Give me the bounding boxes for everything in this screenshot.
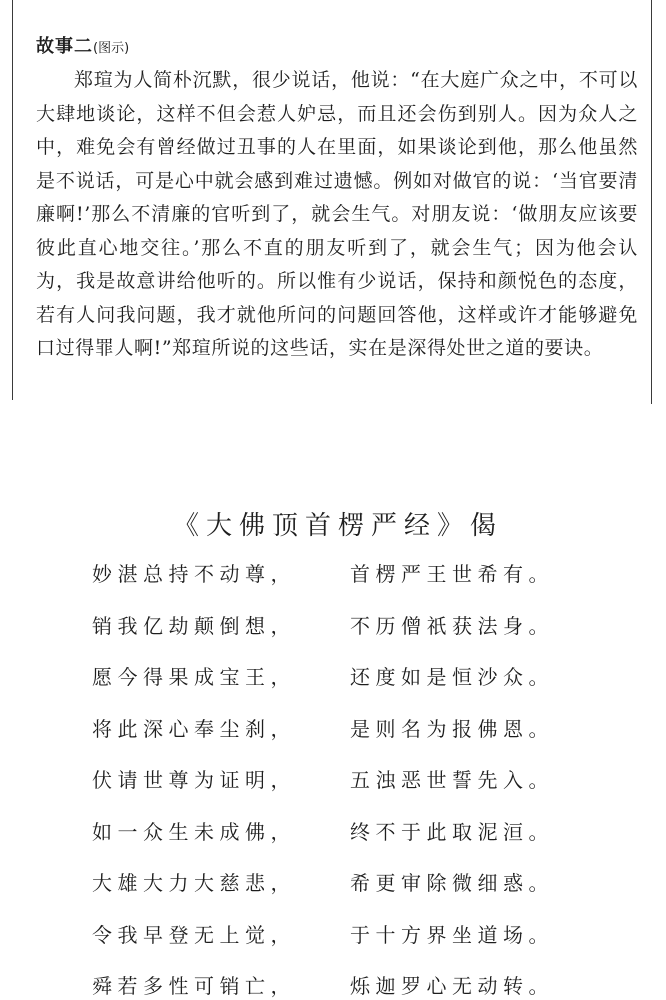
story-heading [36, 34, 638, 64]
verse-line-second-half: 烁迦罗心无动转。 [350, 974, 554, 998]
verse-line [92, 661, 666, 713]
verse-line-first-half: 大雄大力大慈悲， [92, 871, 296, 895]
verse-line-first-half: 如一众生未成佛， [92, 819, 296, 844]
verse-line [92, 867, 666, 919]
verse-line-first-half: 将此深心奉尘刹， [92, 716, 296, 741]
story-section [36, 34, 638, 366]
verse-lines [92, 558, 666, 1000]
right-border-line [651, 0, 652, 404]
verse-line-first-half: 妙湛总持不动尊， [92, 562, 296, 586]
verse-line-second-half: 是则名为报佛恩。 [350, 716, 554, 741]
verse-title: 《大佛顶首楞严经》偈 [172, 511, 503, 541]
verse-line [92, 764, 666, 816]
verse-line [92, 713, 666, 765]
verse-line-second-half: 终不于此取泥洹。 [350, 819, 554, 844]
story-body-text: 郑瑄为人简朴沉默，很少说话，他说：“在大庭广众之中，不可以大肆地谈论，这样不但会惹人妒忌，而且还会伤到别人。因为众人之中，难免会有曾经做过丑事的人在里面，如果谈论到他，那么他虽然是不说话，可是心中就会感到难过遗憾。例如对做官的说：‘当官要清廉啊!’那么不清廉的官听到了，就会生气。对朋友说：‘做朋友应该要彼此直心地交往。’那么不直的朋友听到了，就会生气；因为他会认为，我是故意讲给他听的。所以惟有少说话，保持和颜悦色的态度，若有人问我问题，我才就他所问的问题回答他，这样或许才能够避免口过得罪人啊!”郑瑄所说的这些话，实在是深得处世之道的要诀。 [36, 69, 638, 359]
verse-line-first-half: 舜若多性可销亡， [92, 974, 296, 998]
verse-line-second-half: 还度如是恒沙众。 [350, 665, 554, 689]
verse-line-second-half: 五浊恶世誓先入。 [350, 768, 554, 792]
left-border-line [12, 0, 13, 400]
verse-line-second-half: 不历僧祇获法身。 [350, 613, 554, 638]
verse-line-first-half: 销我亿劫颠倒想， [92, 613, 296, 638]
verse-line-second-half: 于十方界坐道场。 [350, 922, 554, 947]
verse-line-second-half: 首楞严王世希有。 [350, 562, 554, 586]
story-heading-title: 故事二 [36, 36, 93, 57]
verse-line [92, 610, 666, 662]
verse-line [92, 970, 666, 1000]
verse-line [92, 919, 666, 971]
verse-line [92, 816, 666, 868]
story-heading-note: (图示) [93, 41, 130, 56]
verse-line-first-half: 令我早登无上觉， [92, 922, 296, 947]
verse-line-second-half: 希更审除微细惑。 [350, 871, 554, 895]
verse-section [0, 508, 666, 1000]
verse-line [92, 558, 666, 610]
verse-line-first-half: 伏请世尊为证明， [92, 768, 296, 792]
verse-line-first-half: 愿今得果成宝王， [92, 665, 296, 689]
